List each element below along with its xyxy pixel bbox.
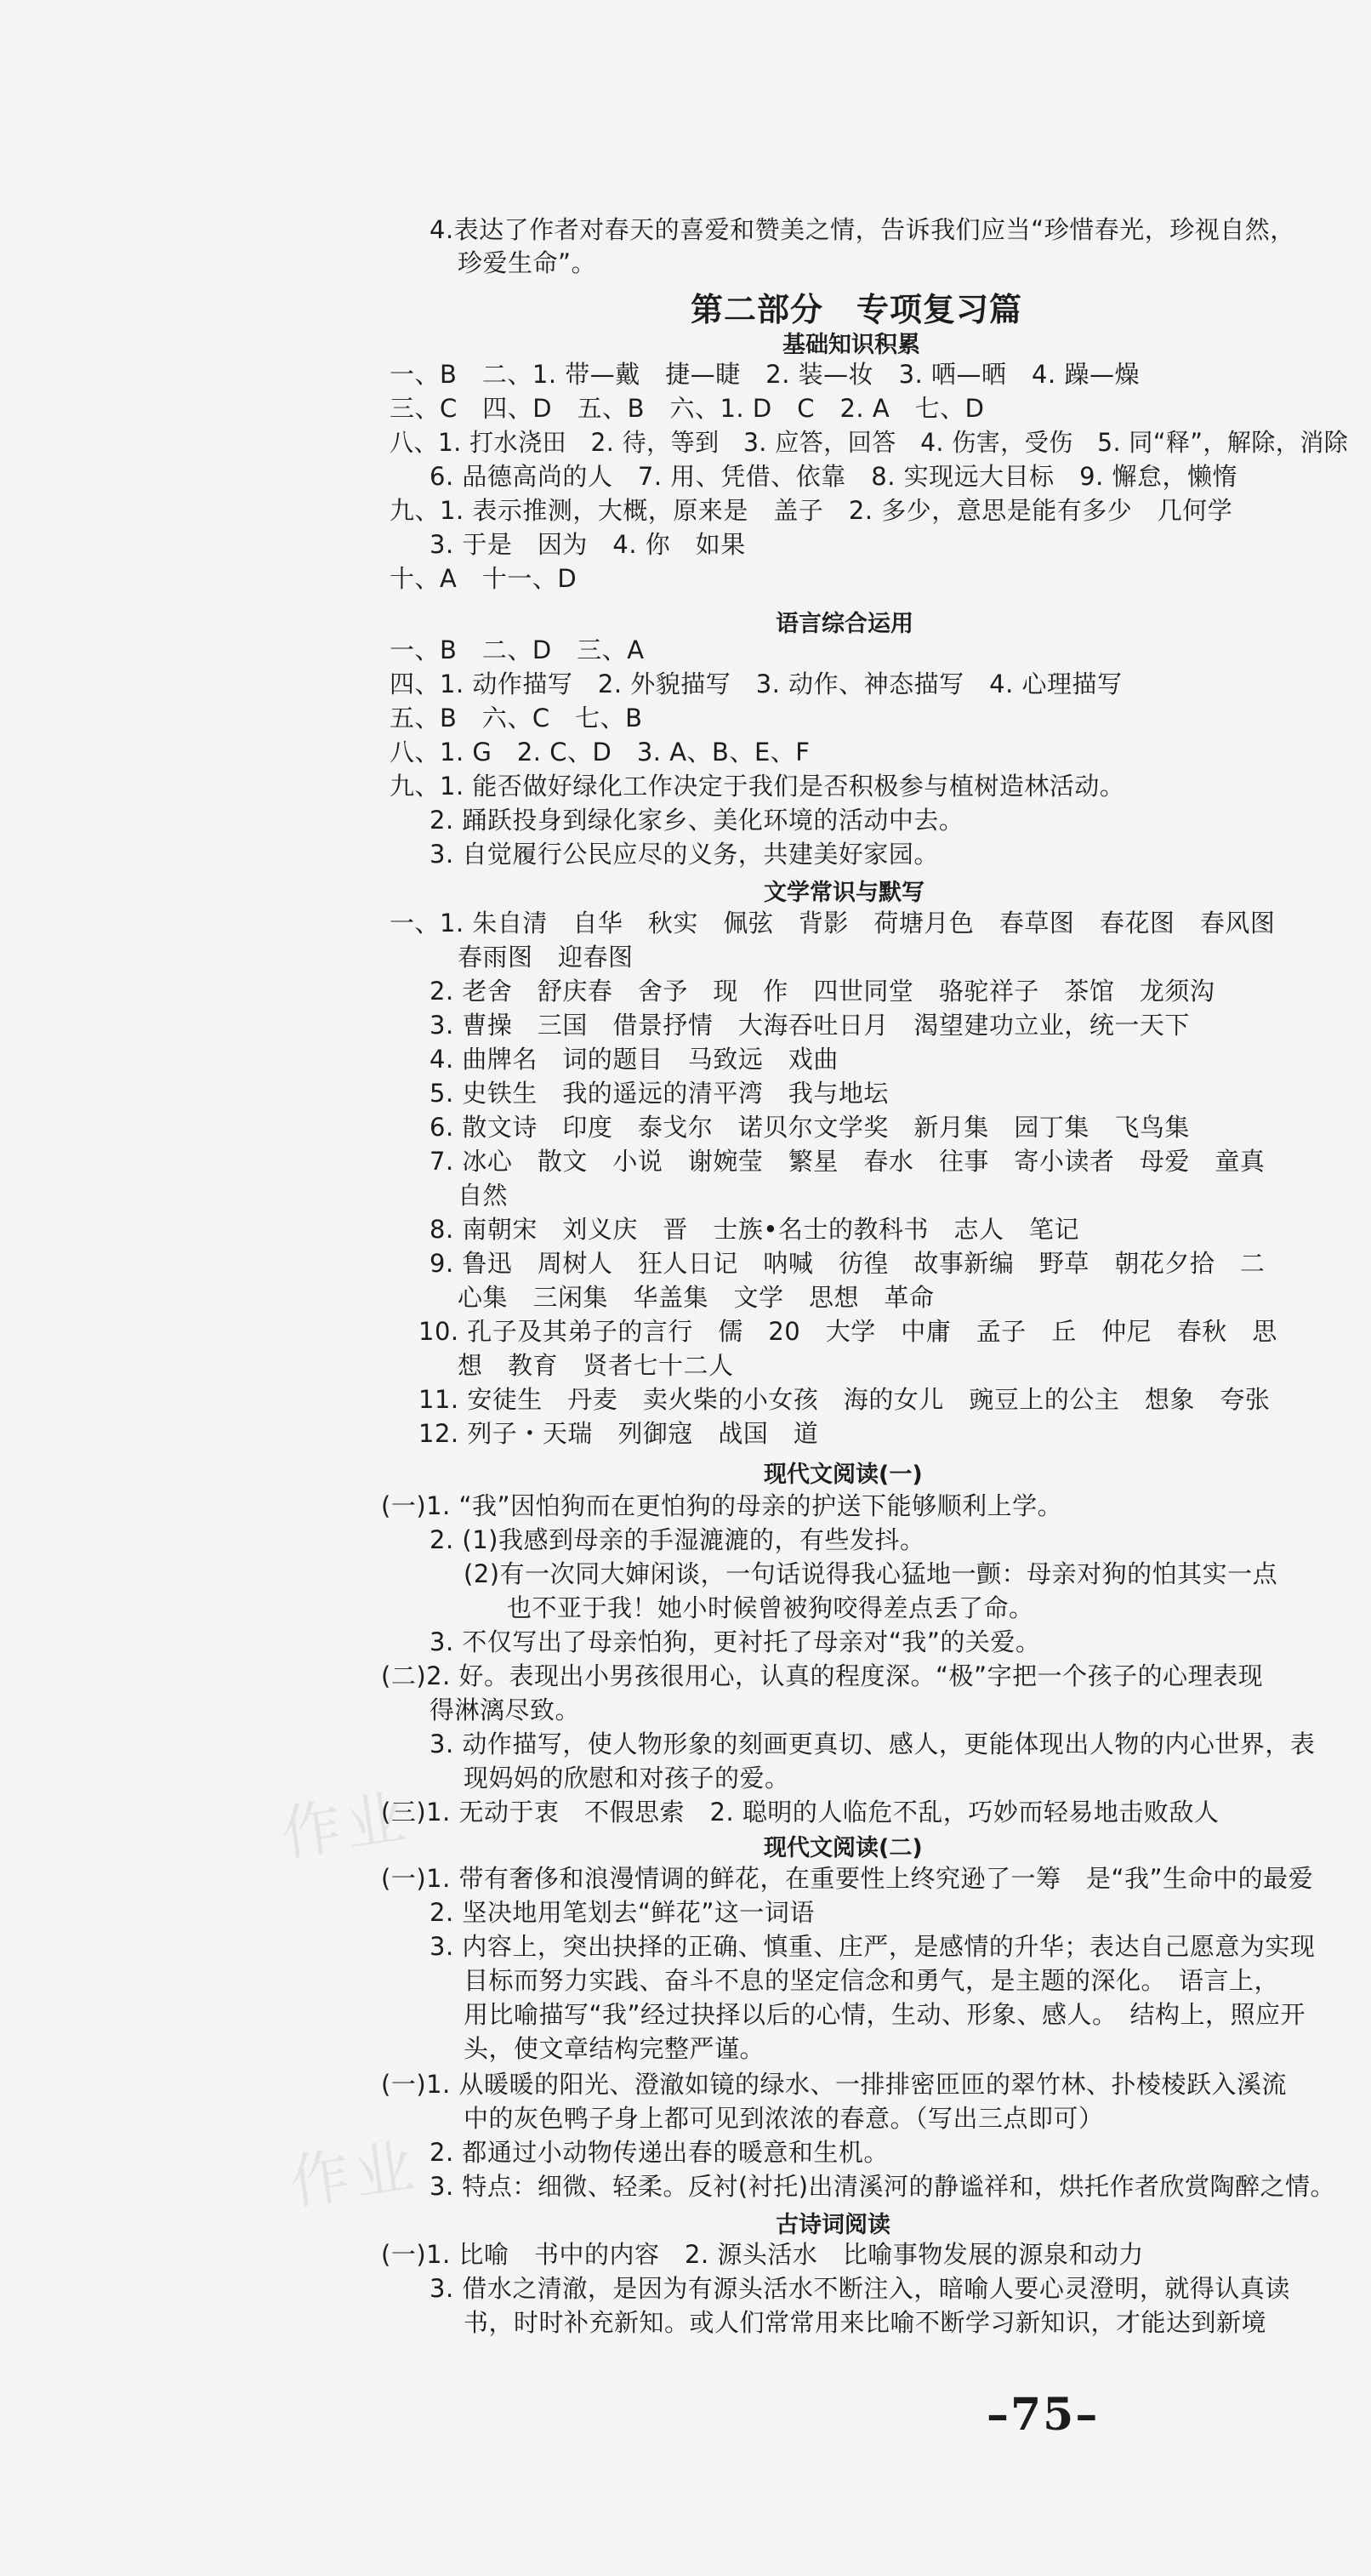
jichu-line: 九、1. 表示推测，大概，原来是 盖子 2. 多少，意思是能有多少 几何学	[390, 496, 1233, 525]
part-title: 第二部分 专项复习篇	[691, 291, 1023, 328]
xiandai2-line: 中的灰色鸭子身上都可见到浓浓的春意。（写出三点即可）	[464, 2104, 1104, 2133]
wenxue-line: 心集 三闲集 华盖集 文学 思想 革命	[458, 1283, 935, 1312]
wenxue-line: 2. 老舍 舒庆春 舍予 现 作 四世同堂 骆驼祥子 茶馆 龙须沟	[430, 977, 1215, 1006]
page-number: –75–	[987, 2389, 1100, 2441]
wenxue-line: 12. 列子・天瑞 列御寇 战国 道	[418, 1419, 819, 1448]
gushi-line: 3. 借水之清澈，是因为有源头活水不断注入，暗喻人要心灵澄明，就得认真读	[430, 2274, 1290, 2303]
xiandai2-line: 用比喻描写“我”经过抉择以后的心情，生动、形象、感人。 结构上，照应开	[464, 2000, 1306, 2029]
xiandai1-line: (三)1. 无动于衷 不假思索 2. 聪明的人临危不乱，巧妙而轻易地击败敌人	[381, 1798, 1220, 1827]
section-title-xiandai1: 现代文阅读(一)	[764, 1462, 923, 1488]
section-title-gushi: 古诗词阅读	[776, 2212, 890, 2238]
yuyan-line: 3. 自觉履行公民应尽的义务，共建美好家园。	[430, 840, 939, 869]
wenxue-line: 11. 安徒生 丹麦 卖火柴的小女孩 海的女儿 豌豆上的公主 想象 夸张	[418, 1385, 1271, 1414]
xiandai2-line: (一)1. 从暖暖的阳光、澄澈如镜的绿水、一排排密匝匝的翠竹林、扑棱棱跃入溪流	[381, 2070, 1288, 2099]
xiandai2-line: 2. 坚决地用笔划去“鲜花”这一词语	[430, 1898, 815, 1927]
xiandai1-line: 3. 动作描写，使人物形象的刻画更真切、感人，更能体现出人物的内心世界，表	[430, 1730, 1316, 1758]
xiandai2-line: 2. 都通过小动物传递出春的暖意和生机。	[430, 2138, 889, 2167]
wenxue-line: 自然	[458, 1181, 509, 1210]
yuyan-line: 九、1. 能否做好绿化工作决定于我们是否积极参与植树造林活动。	[390, 772, 1125, 801]
wenxue-line: 5. 史铁生 我的遥远的清平湾 我与地坛	[430, 1079, 889, 1108]
xiandai1-line: (2)有一次同大婶闲谈，一句话说得我心猛地一颤：母亲对狗的怕其实一点	[464, 1559, 1278, 1588]
gushi-line: (一)1. 比喻 书中的内容 2. 源头活水 比喻事物发展的源泉和动力	[381, 2240, 1144, 2269]
yuyan-line: 2. 踊跃投身到绿化家乡、美化环境的活动中去。	[430, 806, 964, 835]
gushi-line: 书，时时补充新知。或人们常常用来比喻不断学习新知识，才能达到新境	[464, 2308, 1267, 2337]
wenxue-line: 10. 孔子及其弟子的言行 儒 20 大学 中庸 孟子 丘 仲尼 春秋 思	[418, 1317, 1277, 1346]
xiandai1-line: 2. (1)我感到母亲的手湿漉漉的，有些发抖。	[430, 1525, 925, 1554]
yuyan-line: 五、B 六、C 七、B	[390, 704, 643, 732]
jichu-line: 一、B 二、1. 带—戴 捷—睫 2. 装—妆 3. 哂—晒 4. 躁—燥	[390, 360, 1140, 389]
section-title-xiandai2: 现代文阅读(二)	[764, 1835, 923, 1861]
wenxue-line: 6. 散文诗 印度 泰戈尔 诺贝尔文学奖 新月集 园丁集 飞鸟集	[430, 1113, 1190, 1142]
xiandai2-line: 目标而努力实践、奋斗不息的坚定信念和勇气，是主题的深化。 语言上，	[464, 1966, 1280, 1995]
xiandai2-line: 3. 内容上，突出抉择的正确、慎重、庄严，是感情的升华；表达自己愿意为实现	[430, 1932, 1316, 1961]
yuyan-line: 四、1. 动作描写 2. 外貌描写 3. 动作、神态描写 4. 心理描写	[390, 670, 1123, 698]
xiandai1-line: 得淋漓尽致。	[430, 1695, 581, 1724]
wenxue-line: 8. 南朝宋 刘义庆 晋 士族•名士的教科书 志人 笔记	[430, 1215, 1079, 1244]
section-title-yuyan: 语言综合运用	[776, 611, 913, 637]
top-line-2: 珍爱生命”。	[458, 248, 597, 277]
wenxue-line: 一、1. 朱自清 自华 秋实 佩弦 背影 荷塘月色 春草图 春花图 春风图	[390, 909, 1276, 938]
wenxue-line: 4. 曲牌名 词的题目 马致远 戏曲	[430, 1045, 839, 1074]
xiandai1-line: 也不亚于我！她小时候曾被狗咬得差点丢了命。	[507, 1593, 1034, 1622]
jichu-line: 八、1. 打水浇田 2. 待，等到 3. 应答，回答 4. 伤害，受伤 5. 同“释”，解除，消除	[390, 428, 1349, 457]
xiandai2-line: (一)1. 带有奢侈和浪漫情调的鲜花，在重要性上终究逊了一筹 是“我”生命中的最爱	[381, 1864, 1314, 1893]
section-title-jichu: 基础知识积累	[782, 332, 920, 358]
xiandai1-line: 现妈妈的欣慰和对孩子的爱。	[464, 1764, 790, 1792]
wenxue-line: 7. 冰心 散文 小说 谢婉莹 繁星 春水 往事 寄小读者 母爱 童真	[430, 1147, 1266, 1176]
wenxue-line: 春雨图 迎春图	[458, 943, 634, 972]
jichu-line: 十、A 十一、D	[390, 564, 577, 593]
jichu-line: 3. 于是 因为 4. 你 如果	[430, 530, 746, 559]
section-title-wenxue: 文学常识与默写	[764, 880, 924, 906]
wenxue-line: 想 教育 贤者七十二人	[458, 1351, 734, 1380]
jichu-line: 三、C 四、D 五、B 六、1. D C 2. A 七、D	[390, 394, 985, 423]
xiandai2-line: 头，使文章结构完整严谨。	[464, 2034, 765, 2063]
xiandai2-line: 3. 特点：细微、轻柔。反衬(衬托)出清溪河的静谧祥和，烘托作者欣赏陶醉之情。	[430, 2172, 1336, 2201]
watermark-2: 作业	[285, 2130, 424, 2219]
xiandai1-line: (一)1. “我”因怕狗而在更怕狗的母亲的护送下能够顺利上学。	[381, 1491, 1063, 1520]
wenxue-line: 3. 曹操 三国 借景抒情 大海吞吐日月 渴望建功立业，统一天下	[430, 1011, 1190, 1040]
wenxue-line: 9. 鲁迅 周树人 狂人日记 呐喊 彷徨 故事新编 野草 朝花夕拾 二	[430, 1249, 1266, 1278]
top-line-1: 4.表达了作者对春天的喜爱和赞美之情，告诉我们应当“珍惜春光，珍视自然，	[430, 215, 1295, 244]
jichu-line: 6. 品德高尚的人 7. 用、凭借、依靠 8. 实现远大目标 9. 懈怠，懒惰	[430, 462, 1238, 491]
xiandai1-line: (二)2. 好。表现出小男孩很用心，认真的程度深。“极”字把一个孩子的心理表现	[381, 1661, 1264, 1690]
yuyan-line: 八、1. G 2. C、D 3. A、B、E、F	[390, 738, 811, 767]
watermark-1: 作业	[276, 1781, 415, 1870]
xiandai1-line: 3. 不仅写出了母亲怕狗，更衬托了母亲对“我”的关爱。	[430, 1627, 1041, 1656]
yuyan-line: 一、B 二、D 三、A	[390, 635, 645, 664]
